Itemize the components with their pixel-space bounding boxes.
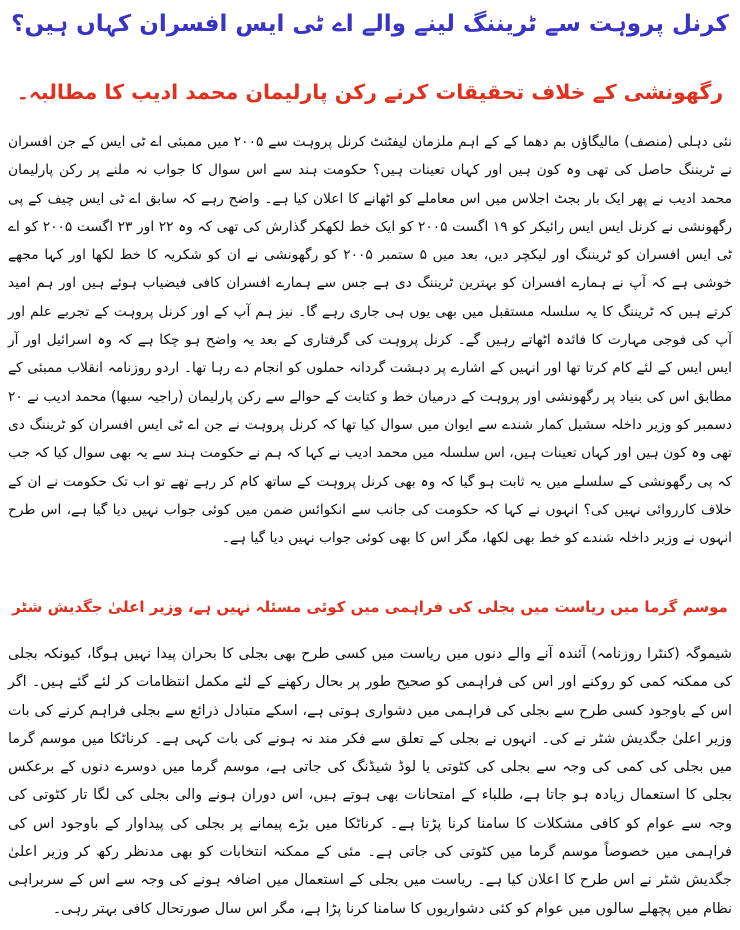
second-article-body: شیموگہ (کنٹرا روزنامہ) آئندہ آنے والے دنوں میں ریاست میں کسی طرح بھی بجلی کا بحران پیدا نہیں ہوگا، کیونکہ بجلی کی ممکنہ کمی کو روکنے اور اس کی فراہمی کو صحیح طور پر بحال رکھنے کے لئے مکمل انتظامات کر لئے گئے ہیں۔ اگر اس کے باوجود کسی طرح سے بجلی کی فراہمی میں دشواری ہوتی ہے، اسکے متبادل ذرائع سے بجلی فراہم کرنے کی بات وزیر اعلیٰ جگدیش شٹر نے کی۔ انہوں نے بجلی کے تعلق سے فکر مند نہ ہونے کی بات کہی ہے۔ کرناٹکا میں موسم گرما میں بجلی کی کمی کی وجہ سے بجلی کی کٹوتی یا لوڈ شیڈنگ کی جاتی ہے، موسم گرما میں دوسرے دنوں کے برعکس بجلی کا استعمال زیادہ ہو جاتا ہے، طلباء کے امتحانات بھی ہوتے ہیں، اس دوران ہونے والی بجلی کی لگا تار کٹوتی کی وجہ سے عوام کو کافی مشکلات کا سامنا کرنا پڑتا ہے۔ کرناٹکا میں بڑے پیمانے پر بجلی کی پیداوار کے باوجود اس کی فراہمی میں خصوصاً موسم گرما میں کٹوتی کی جاتی ہے۔ مئی کے ممکنہ انتخابات کو بھی مدنظر رکھ کر وزیر اعلیٰ جگدیش شٹر نے اس طرح کا اعلان کیا ہے۔ ریاست میں بجلی کے استعمال میں اضافہ ہونے کی وجہ سے اس کے سربراہی نظام میں پچھلے سالوں میں عوام کو کئی دشواریوں کا سامنا کرنا پڑا ہے، مگر اس سال صورتحال کافی بہتر رہی۔ [8, 646, 732, 917]
second-article-headline: موسم گرما میں ریاست میں بجلی کی فراہمی میں کوئی مسئلہ نہیں ہے، وزیر اعلیٰ جگدیش شٹر [12, 598, 728, 616]
article-body: نئی دہلی (منصف) مالیگاؤں بم دھما کے کے اہم ملزمان لیفٹنٹ کرنل پروہت سے ۲۰۰۵ میں ممبئی اے ٹی ایس کے جن افسران نے ٹریننگ حاصل کی تھی وہ کون ہیں اور کہاں تعینات ہیں؟ حکومت ہند سے اس سوال کا جواب نہ ملنے پر رکن پارلیمان محمد ادیب نے پھر ایک بار بجٹ اجلاس میں اس معاملے کو اٹھانے کا اعلان کیا ہے۔ واضح رہے کہ سابق اے ٹی ایس چیف کے پی رگھونشی نے کرنل ایس ایس رائیکر کو ۱۹ اگست ۲۰۰۵ کو ایک خط لکھکر گذارش کی تھی کہ وہ ۲۲ اور ۲۳ اگست ۲۰۰۵ کو اے ٹی ایس افسران کو ٹریننگ اور لیکچر دیں، بعد میں ۵ ستمبر ۲۰۰۵ کو رگھونشی نے ان کو شکریہ کا خط لکھا اور کہا مجھے خوشی ہے کہ آپ نے ہمارے افسران کو بہترین ٹریننگ دی ہے جس سے ہمارے افسران کافی فیضیاب ہوئے ہیں اور ہم امید کرتے ہیں کہ ٹریننگ کا یہ سلسلہ مستقبل میں بھی یوں ہی جاری رہے گا۔ نیز ہم آپ کے اور کرنل پروہت کے تجربے علم اور آپ کی فوجی مہارت کا فائدہ اٹھاتے رہیں گے۔ کرنل پروہت کی گرفتاری کے بعد یہ واضح ہو چکا ہے کہ وہ اسرائیل اور آر ایس ایس کے لئے کام کرتا تھا اور انہیں کے اشارے پر دہشت گردانہ حملوں کو انجام دے رہا تھا۔ اردو روزنامہ انقلاب ممبئی کے مطابق اس کی بنیاد پر رگھونشی اور پروہت کے درمیان خط و کتابت کے حوالے سے رکن پارلیمان (راجیہ سبھا) محمد ادیب نے ۲۰ دسمبر کو وزیر داخلہ سشیل کمار شندے سے ایوان میں سوال کیا تھا کہ کرنل پروہت نے جن اے ٹی ایس افسران کو ٹریننگ دی تھی وہ کون ہیں اور کہاں تعینات ہیں، اس سلسلہ میں محمد ادیب نے کہا کہ ہم نے حکومت ہند سے یہ بھی سوال کیا کہ جب کہ پی رگھونشی کے سلسلے میں یہ ثابت ہو گیا کہ وہ بھی کرنل پروہت کے ساتھ کام کر رہے تھے تو اب تک حکومت نے ان کے خلاف کارروائی نہیں کی؟ انہوں نے کہا کہ حکومت کی جانب سے انکوائس ضمن میں کوئی جواب نہیں دیا گیا ہے، اس طرح انہوں نے وزیر داخلہ شندے کو خط بھی لکھا، مگر اس کا بھی کوئی جواب نہیں دیا گیا ہے۔ [8, 134, 733, 547]
article-headline: کرنل پروہت سے ٹریننگ لینے والے اے ٹی ایس افسران کہاں ہیں؟ [11, 11, 729, 37]
article-subheadline: رگھونشی کے خلاف تحقیقات کرنے رکن پارلیمان محمد ادیب کا مطالبہ۔ [16, 80, 724, 104]
